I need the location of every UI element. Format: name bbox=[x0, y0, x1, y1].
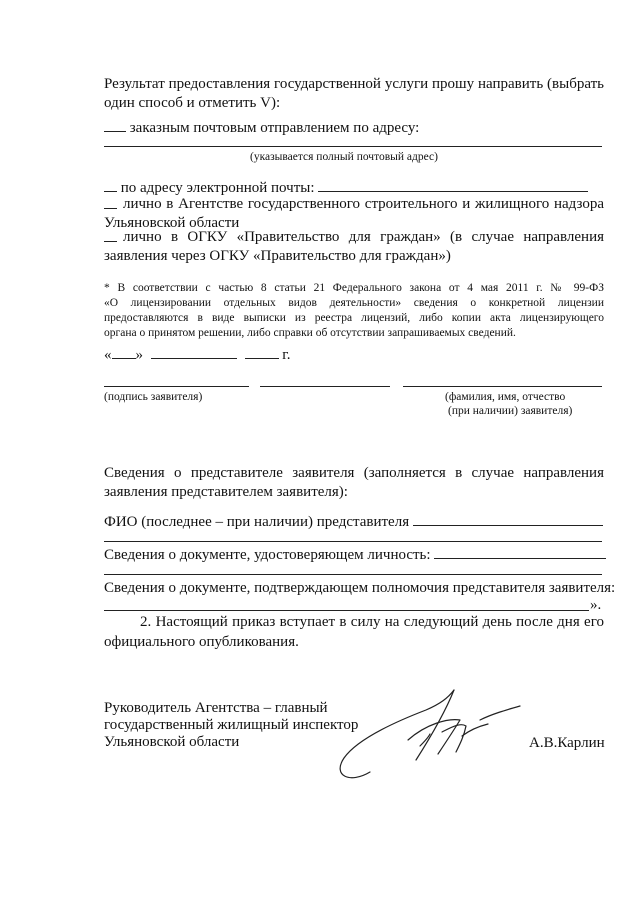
signature-decoding-line[interactable] bbox=[260, 386, 390, 387]
email-input-line[interactable] bbox=[318, 178, 588, 192]
result-intro-line1: Результат предоставления государственной услуги прошу направить (выбрать bbox=[104, 76, 604, 92]
option-mfc-checkbox[interactable] bbox=[104, 228, 117, 242]
id-doc-label: Сведения о документе, удостоверяющем личность: bbox=[104, 547, 431, 563]
address-caption: (указывается полный почтовый адрес) bbox=[250, 151, 438, 163]
option-email-checkbox[interactable] bbox=[104, 178, 117, 192]
option-mail-label: заказным почтовым отправлением по адресу: bbox=[129, 120, 420, 136]
option-agency-label-line2: Ульяновской области bbox=[104, 215, 240, 231]
fio-row[interactable] bbox=[104, 512, 603, 532]
option-email-label: по адресу электронной почты: bbox=[120, 180, 315, 196]
footnote-line2: «О лицензировании отдельных видов деятельности» сведения о конкретной лицензии bbox=[104, 297, 604, 309]
id-doc-extra-line[interactable] bbox=[104, 574, 602, 575]
result-intro-line2: один способ и отметить V): bbox=[104, 95, 281, 111]
id-doc-input-line[interactable] bbox=[434, 545, 606, 559]
signatory-title-line1: Руководитель Агентства – главный bbox=[104, 700, 328, 716]
point2-line2: официального опубликования. bbox=[104, 634, 299, 650]
option-agency[interactable] bbox=[104, 195, 604, 214]
fio-input-line[interactable] bbox=[413, 512, 603, 526]
point2-line1: 2. Настоящий приказ вступает в силу на следующий день после дня его bbox=[140, 614, 604, 630]
footnote-line1: * В соответствии с частью 8 статьи 21 Федерального закона от 4 мая 2011 г. № 99-ФЗ bbox=[104, 282, 604, 294]
option-agency-label-line1: лично в Агентстве государственного строительного и жилищного надзора bbox=[123, 196, 604, 212]
footnote-line3: предоставляются в виде выписки из реестра лицензий, либо копии акта лицензирующего bbox=[104, 312, 604, 324]
option-agency-checkbox[interactable] bbox=[104, 195, 117, 209]
fio-extra-line[interactable] bbox=[104, 541, 602, 542]
signatory-name: А.В.Карлин bbox=[529, 735, 605, 751]
date-open-quote: « bbox=[104, 347, 112, 363]
option-mail[interactable] bbox=[104, 118, 419, 138]
option-mail-checkbox[interactable] bbox=[104, 118, 126, 132]
representative-intro-line1: Сведения о представителе заявителя (заполняется в случае направления bbox=[104, 465, 604, 481]
fio-label: ФИО (последнее – при наличии) представителя bbox=[104, 514, 410, 530]
date-day-field[interactable] bbox=[112, 345, 136, 359]
handwritten-signature bbox=[330, 680, 530, 790]
option-mfc-label-line2: заявления через ОГКУ «Правительство для граждан») bbox=[104, 248, 451, 264]
authority-doc-input-line[interactable] bbox=[104, 610, 589, 611]
date-line[interactable] bbox=[104, 345, 290, 365]
footnote-line4: органа о принятом решении, либо справки об отсутствии запрашиваемых сведений. bbox=[104, 327, 516, 339]
option-mfc-label-line1: лично в ОГКУ «Правительство для граждан» (в случае направления bbox=[123, 229, 604, 245]
signatory-title-line3: Ульяновской области bbox=[104, 734, 240, 750]
signature-caption: (подпись заявителя) bbox=[104, 391, 203, 403]
name-caption-line1: (фамилия, имя, отчество bbox=[445, 391, 566, 403]
representative-intro-line2: заявления представителем заявителя): bbox=[104, 484, 348, 500]
authority-doc-label: Сведения о документе, подтверждающем полномочия представителя заявителя: bbox=[104, 580, 616, 596]
date-month-field[interactable] bbox=[151, 345, 237, 359]
applicant-name-line[interactable] bbox=[403, 386, 602, 387]
address-line[interactable] bbox=[104, 146, 602, 147]
closing-quote: ». bbox=[590, 597, 602, 613]
signatory-title-line2: государственный жилищный инспектор bbox=[104, 717, 359, 733]
date-close-quote: » bbox=[135, 347, 143, 363]
date-year-suffix: г. bbox=[282, 347, 291, 363]
date-year-field[interactable] bbox=[245, 345, 279, 359]
signature-line[interactable] bbox=[104, 386, 249, 387]
id-doc-row[interactable] bbox=[104, 545, 606, 565]
option-mfc[interactable] bbox=[104, 228, 604, 247]
name-caption-line2: (при наличии) заявителя) bbox=[448, 405, 573, 417]
